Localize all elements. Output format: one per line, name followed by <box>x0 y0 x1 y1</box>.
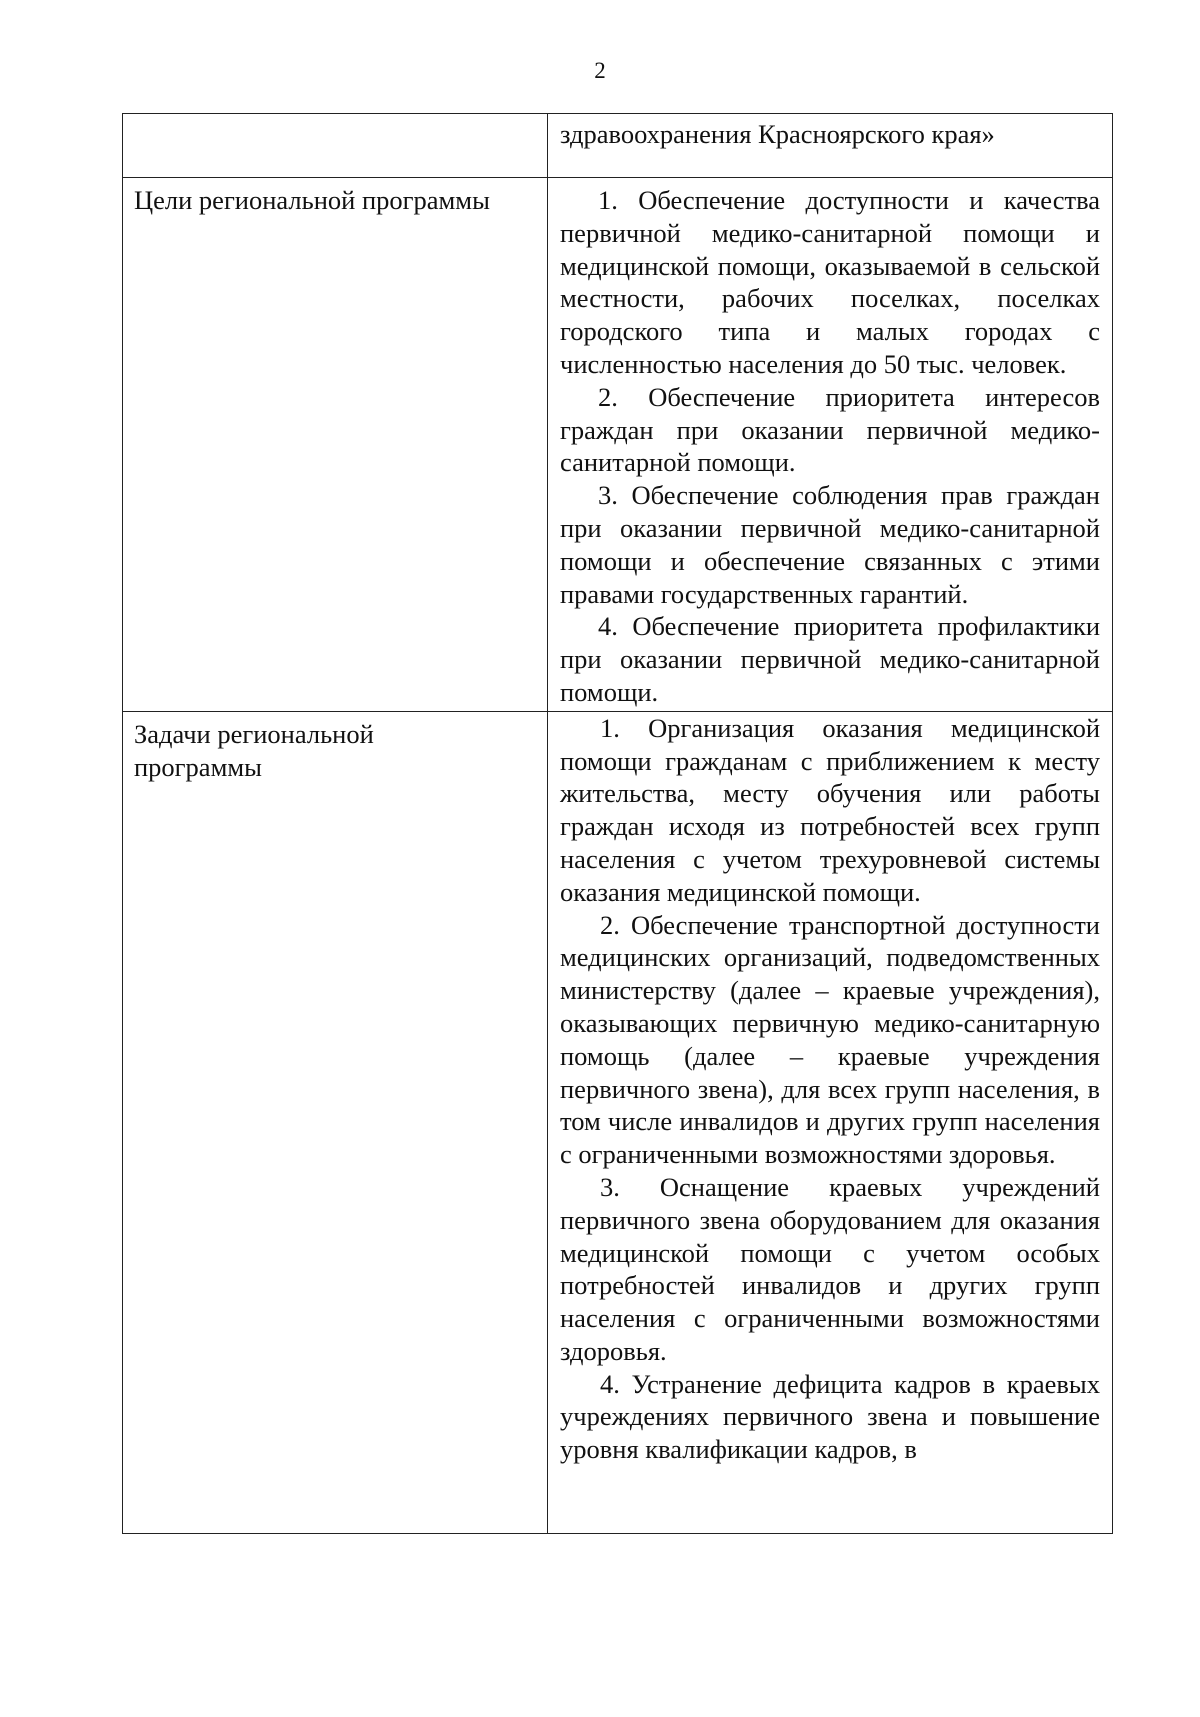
goal-item-3: 3. Обеспечение соблюдения прав граждан при оказании первичной медико-санитарной помощи и обеспечение связанных с этими правами государственных гарантий. <box>560 480 1100 609</box>
table-row-tasks <box>123 711 1113 1533</box>
tasks-content-cell <box>548 711 1113 1533</box>
continuation-text: здравоохранения Красноярского края» <box>560 119 995 149</box>
task-item-4: 4. Устранение дефицита кадров в краевых учреждениях первичного звена и повышение уровня квалификации кадров, в <box>560 1368 1100 1465</box>
tasks-label-line-2: программы <box>134 751 262 782</box>
task-item-3: 3. Оснащение краевых учреждений первичного звена оборудованием для оказания медицинской помощи с учетом особых потребностей инвалидов и других групп населения с ограниченными возможностями здоровья. <box>560 1171 1100 1366</box>
goals-label-cell <box>123 178 548 712</box>
table-row-continuation <box>123 114 1113 178</box>
program-passport-table <box>122 113 1113 1534</box>
goals-content-cell <box>548 178 1113 712</box>
tasks-label-line-1: Задачи региональной <box>134 718 374 749</box>
goal-item-1: 1. Обеспечение доступности и качества первичной медико-санитарной помощи и медицинской помощи, оказываемой в сельской местности, рабочих поселках, поселках городского типа и малых городах с численностью населения до 50 тыс. человек. <box>560 185 1100 379</box>
goal-item-4: 4. Обеспечение приоритета профилактики при оказании первичной медико-санитарной помощи. <box>560 611 1100 707</box>
empty-label-cell <box>123 114 548 178</box>
tasks-label-cell <box>123 711 548 1533</box>
goal-item-2: 2. Обеспечение приоритета интересов граждан при оказании первичной медико-санитарной помощи. <box>560 381 1100 478</box>
table-row-goals <box>123 178 1113 712</box>
page-number: 2 <box>594 58 606 83</box>
continuation-cell <box>548 114 1113 178</box>
goals-label: Цели региональной программы <box>134 185 490 215</box>
task-item-1: 1. Организация оказания медицинской помощи гражданам с приближением к месту жительства, месту обучения или работы граждан исходя из потребностей всех групп населения с учетом трехуровневой системы оказания медицинской помощи. <box>560 712 1100 907</box>
task-item-2: 2. Обеспечение транспортной доступности медицинских организаций, подведомственных министерству (далее – краевые учреждения), оказывающих первичную медико-санитарную помощь (далее – краевые учреждения первичного звена), для всех групп населения, в том числе инвалидов и других групп населения с ограниченными возможностями здоровья. <box>560 909 1100 1170</box>
